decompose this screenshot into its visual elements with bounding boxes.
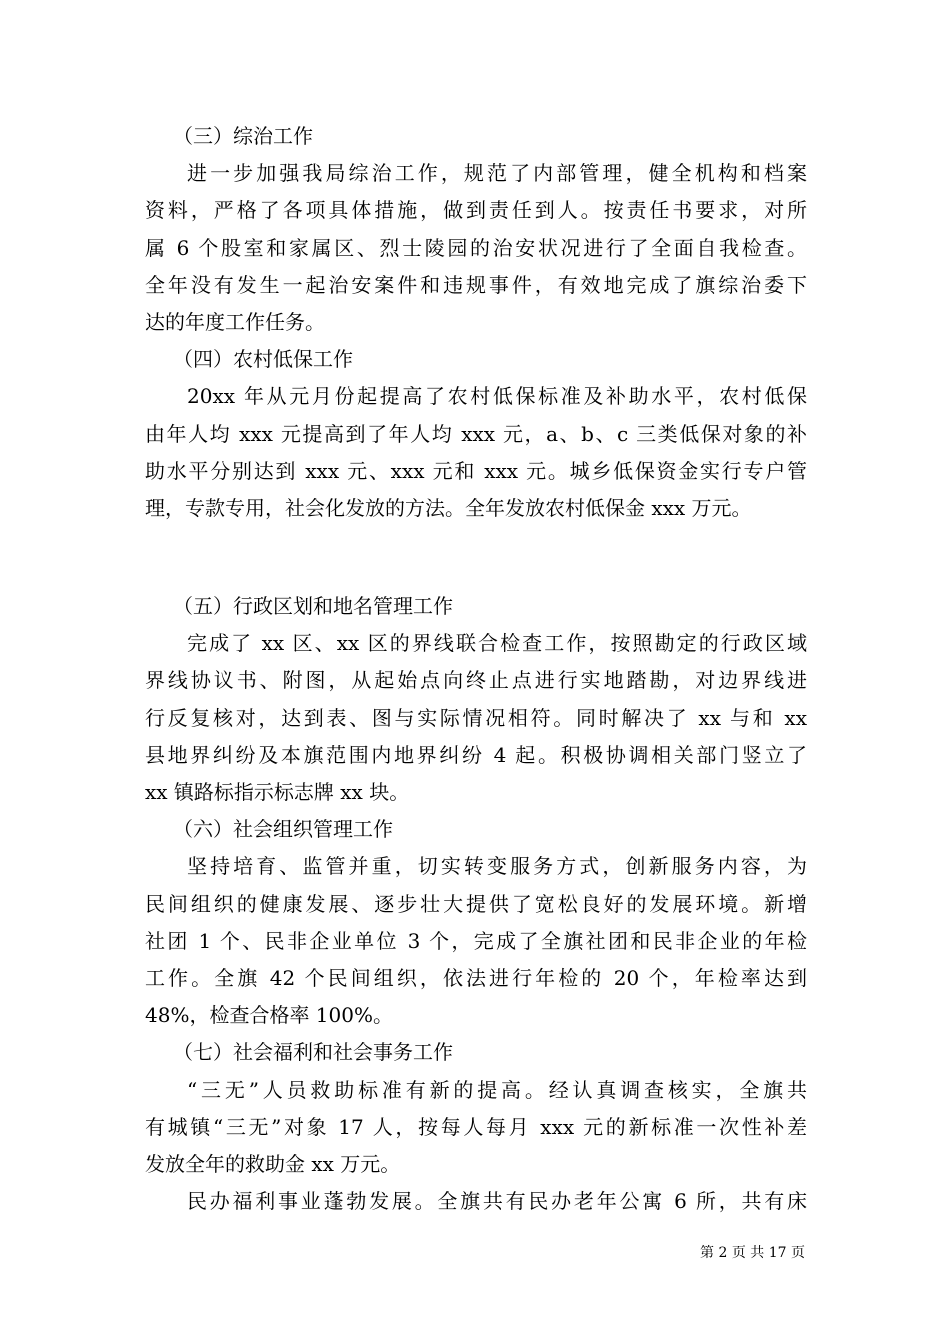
paragraph-line: 发放全年的救助金 xx 万元。 xyxy=(145,1151,401,1176)
section-heading-6: （六）社会组织管理工作 xyxy=(173,817,393,842)
paragraph-line: 48%，检查合格率 100%。 xyxy=(145,1003,393,1028)
section-heading-5: （五）行政区划和地名管理工作 xyxy=(173,594,453,619)
section-heading-4: （四）农村低保工作 xyxy=(173,347,353,372)
paragraph-line: 理，专款专用，社会化发放的方法。全年发放农村低保金 xxx 万元。 xyxy=(145,495,752,520)
paragraph-line: 民办福利事业蓬勃发展。全旗共有民办老年公寓 6 所，共有床 xyxy=(187,1189,807,1214)
paragraph-line: 工作。全旗 42 个民间组织，依法进行年检的 20 个，年检率达到 xyxy=(145,965,807,990)
section-heading-7: （七）社会福利和社会事务工作 xyxy=(173,1040,453,1065)
paragraph-line: 助水平分别达到 xxx 元、xxx 元和 xxx 元。城乡低保资金实行专户管 xyxy=(145,458,807,483)
paragraph-line: 由年人均 xxx 元提高到了年人均 xxx 元，a、b、c 三类低保对象的补 xyxy=(145,421,807,446)
page-number-footer: 第 2 页 共 17 页 xyxy=(700,1245,805,1261)
paragraph-line: 属 6 个股室和家属区、烈士陵园的治安状况进行了全面自我检查。 xyxy=(145,235,807,260)
paragraph-line: 20xx 年从元月份起提高了农村低保标准及补助水平，农村低保 xyxy=(187,384,807,409)
blank-gap xyxy=(145,527,807,588)
paragraph-line: 社团 1 个、民非企业单位 3 个，完成了全旗社团和民非企业的年检 xyxy=(145,928,807,953)
section-heading-3: （三）综治工作 xyxy=(173,124,313,148)
paragraph-line: 行反复核对，达到表、图与实际情况相符。同时解决了 xx 与和 xx xyxy=(145,705,807,730)
paragraph-line: 民间组织的健康发展、逐步壮大提供了宽松良好的发展环境。新增 xyxy=(145,891,807,916)
paragraph-line: 县地界纠纷及本旗范围内地界纠纷 4 起。积极协调相关部门竖立了 xyxy=(145,742,807,767)
paragraph-line: 全年没有发生一起治安案件和违规事件，有效地完成了旗综治委下 xyxy=(145,272,807,297)
paragraph-line: 完成了 xx 区、xx 区的界线联合检查工作，按照勘定的行政区域 xyxy=(187,631,807,656)
paragraph-line: 资料，严格了各项具体措施，做到责任到人。按责任书要求，对所 xyxy=(145,198,807,223)
paragraph-line: “三无”人员救助标准有新的提高。经认真调查核实，全旗共 xyxy=(187,1077,807,1102)
document-body xyxy=(145,118,807,1220)
paragraph-line: 坚持培育、监管并重，切实转变服务方式，创新服务内容，为 xyxy=(187,854,807,879)
paragraph-line: 有城镇“三无”对象 17 人，按每人每月 xxx 元的新标准一次性补差 xyxy=(145,1114,807,1139)
paragraph-line: xx 镇路标指示标志牌 xx 块。 xyxy=(145,780,410,804)
paragraph-line: 达的年度工作任务。 xyxy=(145,309,325,334)
paragraph-line: 界线协议书、附图，从起始点向终止点进行实地踏勘，对边界线进 xyxy=(145,668,807,693)
paragraph-line: 进一步加强我局综治工作，规范了内部管理，健全机构和档案 xyxy=(187,161,807,186)
